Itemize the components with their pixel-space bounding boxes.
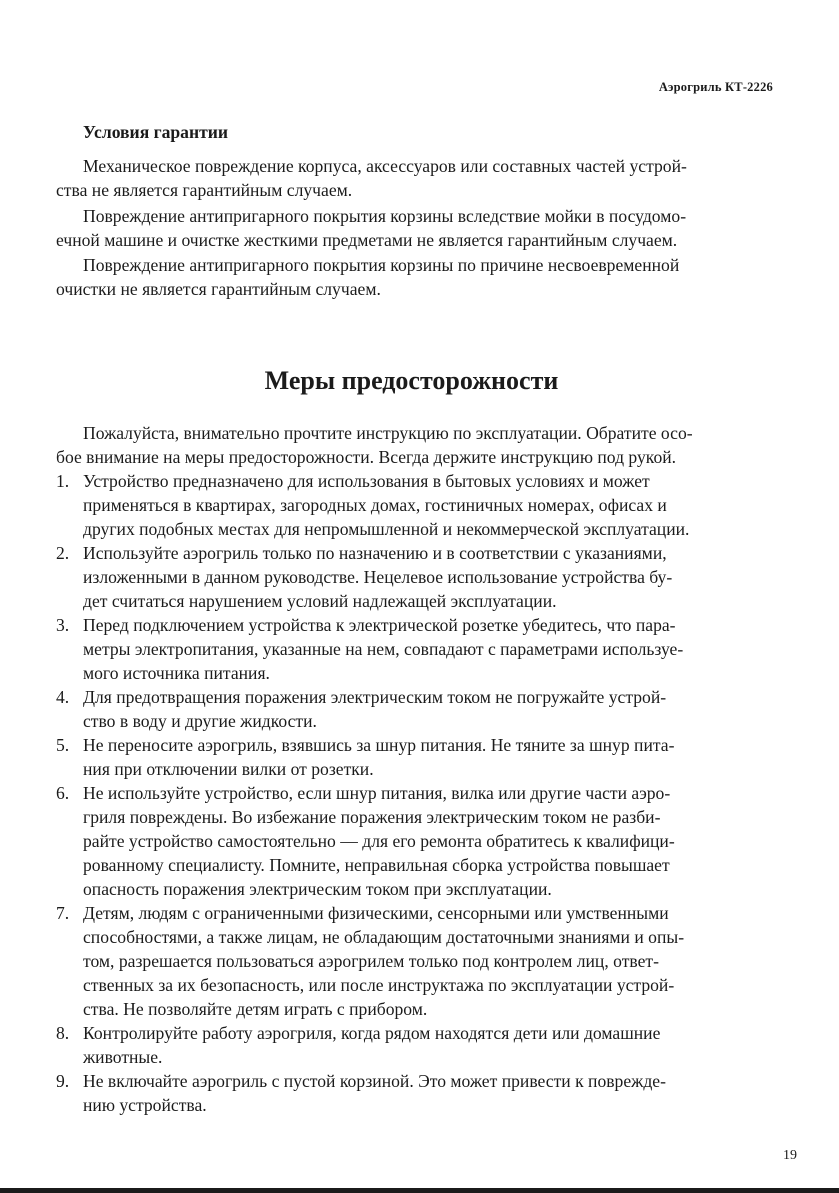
item-text-line: гриля повреждены. Во избежание поражения электрическим током не разби- <box>83 807 661 827</box>
item-text-line: нию устройства. <box>83 1095 207 1115</box>
running-header: Аэрогриль КТ-2226 <box>658 80 773 94</box>
item-number: 3. <box>56 615 70 635</box>
item-number: 1. <box>56 471 70 491</box>
precautions-heading: Меры предосторожности <box>264 366 559 395</box>
item-number: 8. <box>56 1023 70 1043</box>
item-text-line: Не включайте аэрогриль с пустой корзиной. Это может привести к поврежде- <box>83 1071 666 1091</box>
item-text-line: способностями, а также лицам, не обладающим достаточными знаниями и опы- <box>83 927 685 947</box>
warranty-heading: Условия гарантии <box>83 122 229 142</box>
item-text-line: райте устройство самостоятельно — для его ремонта обратитесь к квалифици- <box>83 831 675 851</box>
warranty-p3-line1: Повреждение антипригарного покрытия корзины по причине несвоевременной <box>83 255 680 275</box>
item-number: 4. <box>56 687 70 707</box>
item-text-line: ния при отключении вилки от розетки. <box>83 759 374 779</box>
item-text-line: ственных за их безопасность, или после инструктажа по эксплуатации устрой- <box>83 975 675 995</box>
item-number: 2. <box>56 543 70 563</box>
intro-line1: Пожалуйста, внимательно прочтите инструкцию по эксплуатации. Обратите осо- <box>83 423 693 443</box>
item-text-line: других подобных местах для непромышленной и некоммерческой эксплуатации. <box>83 519 690 539</box>
item-text-line: Детям, людям с ограниченными физическими, сенсорными или умственными <box>83 903 669 923</box>
item-number: 5. <box>56 735 70 755</box>
item-text-line: дет считаться нарушением условий надлежащей эксплуатации. <box>83 591 557 611</box>
item-text-line: ства. Не позволяйте детям играть с прибором. <box>83 999 428 1019</box>
item-text-line: применяться в квартирах, загородных домах, гостиничных номерах, офисах и <box>83 495 667 515</box>
warranty-p2-line1: Повреждение антипригарного покрытия корзины вследствие мойки в посудомо- <box>83 206 687 226</box>
item-text-line: том, разрешается пользоваться аэрогрилем только под контролем лиц, ответ- <box>83 951 659 971</box>
item-text-line: Перед подключением устройства к электрической розетке убедитесь, что пара- <box>83 615 676 635</box>
warranty-p1-line2: ства не является гарантийным случаем. <box>56 180 353 200</box>
item-text-line: Не переносите аэрогриль, взявшись за шнур питания. Не тяните за шнур пита- <box>83 735 675 755</box>
item-text-line: рованному специалисту. Помните, неправильная сборка устройства повышает <box>83 855 670 875</box>
warranty-p2-line2: ечной машине и очистке жесткими предметами не является гарантийным случаем. <box>56 230 678 250</box>
item-number: 9. <box>56 1071 70 1091</box>
item-text-line: Не используйте устройство, если шнур питания, вилка или другие части аэро- <box>83 783 671 803</box>
item-number: 7. <box>56 903 70 923</box>
item-text-line: метры электропитания, указанные на нем, совпадают с параметрами используе- <box>83 639 684 659</box>
item-text-line: животные. <box>83 1047 163 1067</box>
item-text-line: Для предотвращения поражения электрическим током не погружайте устрой- <box>83 687 667 707</box>
item-text-line: Используйте аэрогриль только по назначению и в соответствии с указаниями, <box>83 543 667 563</box>
item-text-line: Контролируйте работу аэрогриля, когда рядом находятся дети или домашние <box>83 1023 661 1043</box>
page-number: 19 <box>783 1148 797 1163</box>
item-text-line: ство в воду и другие жидкости. <box>83 711 317 731</box>
item-text-line: опасность поражения электрическим током при эксплуатации. <box>83 879 552 899</box>
item-text-line: изложенными в данном руководстве. Нецелевое использование устройства бу- <box>83 567 673 587</box>
item-number: 6. <box>56 783 70 803</box>
item-text-line: мого источника питания. <box>83 663 270 683</box>
warranty-p3-line2: очистки не является гарантийным случаем. <box>56 279 381 299</box>
intro-line2: бое внимание на меры предосторожности. Всегда держите инструкцию под рукой. <box>56 447 677 467</box>
warranty-p1-line1: Механическое повреждение корпуса, аксессуаров или составных частей устрой- <box>83 156 687 176</box>
bottom-edge-rule <box>0 1188 839 1193</box>
item-text-line: Устройство предназначено для использования в бытовых условиях и может <box>83 471 650 491</box>
